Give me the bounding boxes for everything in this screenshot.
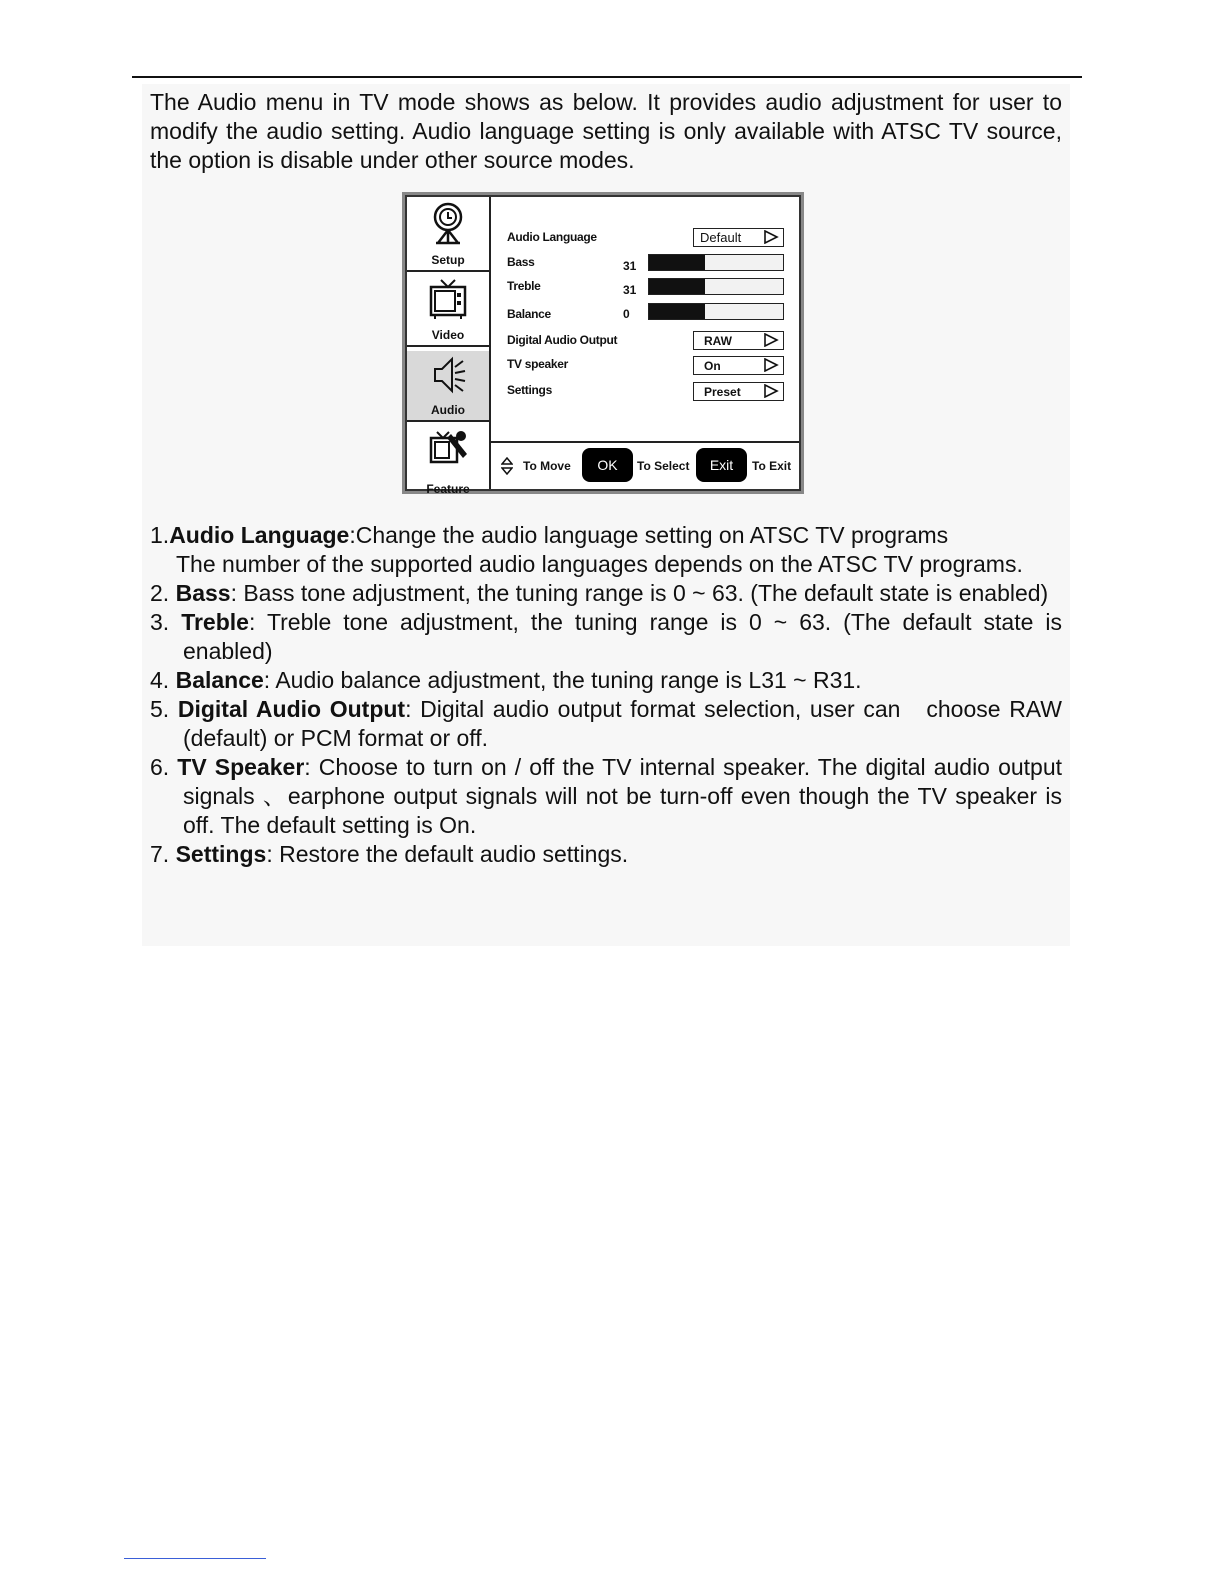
item-text: The number of the supported audio languages depends on the ATSC TV programs. <box>176 551 1023 577</box>
setup-icon <box>428 201 468 247</box>
tab-video-label: Video <box>431 328 465 342</box>
arrow-right-icon <box>763 230 779 244</box>
settings-select[interactable] <box>693 382 784 401</box>
digital-audio-output-value: RAW <box>704 334 732 348</box>
item-separator: : <box>230 580 244 606</box>
list-item <box>150 840 1062 869</box>
tab-setup[interactable] <box>407 201 489 272</box>
bass-label: Bass <box>507 255 535 269</box>
tab-audio[interactable] <box>407 351 489 422</box>
item-number: 1. <box>150 522 170 548</box>
tv-speaker-select[interactable] <box>693 356 784 375</box>
audio-language-value: Default <box>700 230 742 245</box>
digital-audio-output-select[interactable] <box>693 331 784 350</box>
item-separator: : <box>263 667 276 693</box>
item-text: Choose to turn on / off the TV internal speaker. The digital audio output signals 、earphone output signals will not be turn-off even though the TV speaker is off. The default setting is On. <box>183 754 1063 838</box>
footnote-rule <box>124 1558 266 1559</box>
list-item <box>150 695 1069 753</box>
menu-tabs <box>407 197 491 496</box>
to-move-hint: To Move <box>523 459 571 473</box>
item-term: TV Speaker <box>177 754 305 780</box>
treble-slider-fill <box>649 279 705 294</box>
balance-value: 0 <box>623 307 630 321</box>
item-separator: : <box>349 522 356 548</box>
feature-tools-icon <box>425 426 471 474</box>
bass-slider-fill <box>649 255 705 270</box>
treble-label: Treble <box>507 279 541 293</box>
arrow-right-icon <box>763 333 779 347</box>
settings-label: Settings <box>507 383 552 397</box>
item-text: Bass tone adjustment, the tuning range is 0 ~ 63. (The default state is enabled) <box>243 580 1049 606</box>
item-separator: : <box>304 754 319 780</box>
tv-speaker-label: TV speaker <box>507 357 569 371</box>
item-separator: : <box>248 609 267 635</box>
item-number: 3. <box>150 609 182 635</box>
tab-video[interactable] <box>407 276 489 347</box>
item-text: Digital audio output format selection, user can choose RAW (default) or PCM format or off. <box>183 696 1069 751</box>
list-item <box>150 608 1062 666</box>
item-number: 7. <box>150 841 176 867</box>
list-item <box>150 666 1062 695</box>
tab-setup-label: Setup <box>431 253 465 267</box>
item-number: 5. <box>150 696 178 722</box>
tv-speaker-value: On <box>704 359 721 373</box>
audio-settings <box>491 197 799 437</box>
intro-paragraph: The Audio menu in TV mode shows as below. It provides audio adjustment for user to modify the audio setting. Audio language setting is only available with ATSC TV source, the option is disable under other source modes. <box>150 89 1062 173</box>
item-text: Treble tone adjustment, the tuning range is 0 ~ 63. (The default state is enabled) <box>183 609 1062 664</box>
audio-language-select[interactable] <box>693 228 784 247</box>
feature-list <box>150 521 1069 869</box>
arrow-right-icon <box>763 358 779 372</box>
item-text: Restore the default audio settings. <box>279 841 629 867</box>
item-continuation <box>150 550 1062 579</box>
balance-slider-fill <box>649 304 705 319</box>
arrow-right-icon <box>763 384 779 398</box>
item-number: 6. <box>150 754 178 780</box>
speaker-icon <box>427 351 469 399</box>
item-text: Change the audio language setting on ATSC TV programs <box>355 522 949 548</box>
up-down-arrow-icon <box>501 457 513 475</box>
settings-value: Preset <box>704 385 741 399</box>
balance-slider[interactable] <box>648 303 784 320</box>
item-term: Bass <box>175 580 231 606</box>
treble-slider[interactable] <box>648 278 784 295</box>
list-item <box>150 521 1062 579</box>
tab-feature-label: Feature <box>426 482 470 496</box>
item-term: Digital Audio Output <box>177 696 406 722</box>
item-separator: : <box>266 841 280 867</box>
bass-slider[interactable] <box>648 254 784 271</box>
balance-label: Balance <box>507 307 551 321</box>
header-rule <box>132 76 1082 78</box>
item-separator: : <box>405 696 421 722</box>
list-item <box>150 579 1062 608</box>
ok-button[interactable]: OK <box>582 448 633 482</box>
treble-value: 31 <box>623 283 637 297</box>
to-exit-hint: To Exit <box>752 459 792 473</box>
audio-language-label: Audio Language <box>507 230 597 244</box>
item-term: Balance <box>175 667 264 693</box>
menu-footer <box>491 441 799 491</box>
digital-audio-output-label: Digital Audio Output <box>507 333 618 347</box>
tab-feature[interactable] <box>407 426 489 499</box>
item-term: Settings <box>175 841 267 867</box>
audio-menu-figure <box>405 195 801 496</box>
bass-value: 31 <box>623 259 637 273</box>
item-term: Audio Language <box>169 522 350 548</box>
item-number: 2. <box>150 580 176 606</box>
tab-audio-label: Audio <box>431 403 465 417</box>
to-select-hint: To Select <box>637 459 690 473</box>
item-term: Treble <box>181 609 249 635</box>
list-item <box>150 753 1062 840</box>
item-number: 4. <box>150 667 176 693</box>
item-text: Audio balance adjustment, the tuning range is L31 ~ R31. <box>275 667 862 693</box>
exit-button[interactable]: Exit <box>696 448 747 482</box>
tv-icon <box>427 276 469 322</box>
